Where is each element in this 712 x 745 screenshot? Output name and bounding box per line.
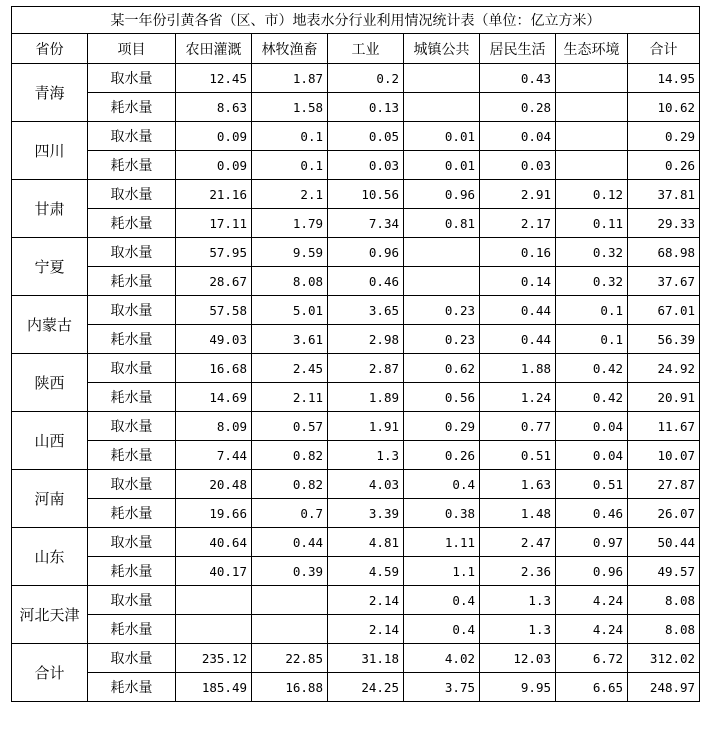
value-cell-ecological	[556, 93, 628, 122]
table-row	[12, 441, 700, 470]
value-cell-farmland-irrigation: 12.45	[176, 64, 252, 93]
value-cell-farmland-irrigation: 17.11	[176, 209, 252, 238]
value-cell-residential: 1.48	[480, 499, 556, 528]
province-cell: 甘肃	[12, 180, 88, 238]
value-cell-urban-public: 0.56	[404, 383, 480, 412]
value-cell-urban-public	[404, 93, 480, 122]
table-row	[12, 267, 700, 296]
value-cell-industry: 4.81	[328, 528, 404, 557]
item-cell: 取水量	[88, 180, 176, 209]
value-cell-industry: 31.18	[328, 644, 404, 673]
value-cell-residential: 2.17	[480, 209, 556, 238]
header-total: 合计	[628, 34, 700, 64]
value-cell-ecological: 0.32	[556, 267, 628, 296]
value-cell-urban-public: 0.4	[404, 586, 480, 615]
value-cell-farmland-irrigation: 0.09	[176, 151, 252, 180]
header-forestry-animal-fishery: 林牧渔畜	[252, 34, 328, 64]
item-cell: 取水量	[88, 586, 176, 615]
value-cell-forestry-animal-fishery: 2.1	[252, 180, 328, 209]
table-body	[12, 64, 700, 702]
table-row	[12, 93, 700, 122]
value-cell-industry: 4.59	[328, 557, 404, 586]
value-cell-total: 68.98	[628, 238, 700, 267]
value-cell-forestry-animal-fishery: 22.85	[252, 644, 328, 673]
value-cell-urban-public: 0.81	[404, 209, 480, 238]
value-cell-industry: 4.03	[328, 470, 404, 499]
value-cell-residential: 1.3	[480, 615, 556, 644]
table-row	[12, 673, 700, 702]
value-cell-total: 29.33	[628, 209, 700, 238]
value-cell-residential: 0.16	[480, 238, 556, 267]
table-row	[12, 151, 700, 180]
item-cell: 耗水量	[88, 209, 176, 238]
table-row	[12, 209, 700, 238]
value-cell-total: 11.67	[628, 412, 700, 441]
value-cell-forestry-animal-fishery: 9.59	[252, 238, 328, 267]
item-cell: 取水量	[88, 64, 176, 93]
value-cell-ecological: 0.04	[556, 441, 628, 470]
header-item: 项目	[88, 34, 176, 64]
value-cell-total: 20.91	[628, 383, 700, 412]
header-row	[12, 34, 700, 64]
value-cell-industry: 2.14	[328, 586, 404, 615]
item-cell: 耗水量	[88, 673, 176, 702]
value-cell-total: 26.07	[628, 499, 700, 528]
table-row	[12, 644, 700, 673]
province-cell: 山东	[12, 528, 88, 586]
value-cell-urban-public: 0.62	[404, 354, 480, 383]
table-row	[12, 354, 700, 383]
value-cell-forestry-animal-fishery: 3.61	[252, 325, 328, 354]
header-farmland-irrigation: 农田灌溉	[176, 34, 252, 64]
table-row	[12, 586, 700, 615]
value-cell-industry: 0.03	[328, 151, 404, 180]
province-cell: 山西	[12, 412, 88, 470]
value-cell-ecological: 0.32	[556, 238, 628, 267]
value-cell-ecological: 0.42	[556, 354, 628, 383]
value-cell-industry: 10.56	[328, 180, 404, 209]
value-cell-industry: 0.05	[328, 122, 404, 151]
table-title: 某一年份引黄各省（区、市）地表水分行业利用情况统计表（单位：亿立方米）	[12, 7, 700, 34]
value-cell-residential: 9.95	[480, 673, 556, 702]
value-cell-residential: 0.04	[480, 122, 556, 151]
value-cell-ecological	[556, 64, 628, 93]
value-cell-urban-public	[404, 64, 480, 93]
value-cell-industry: 0.96	[328, 238, 404, 267]
value-cell-total: 14.95	[628, 64, 700, 93]
value-cell-residential: 1.88	[480, 354, 556, 383]
value-cell-farmland-irrigation	[176, 586, 252, 615]
value-cell-farmland-irrigation: 185.49	[176, 673, 252, 702]
item-cell: 耗水量	[88, 267, 176, 296]
value-cell-urban-public	[404, 238, 480, 267]
header-residential: 居民生活	[480, 34, 556, 64]
province-cell: 河南	[12, 470, 88, 528]
value-cell-total: 10.62	[628, 93, 700, 122]
header-province: 省份	[12, 34, 88, 64]
value-cell-residential: 0.28	[480, 93, 556, 122]
value-cell-residential: 0.43	[480, 64, 556, 93]
table-row	[12, 238, 700, 267]
value-cell-industry: 1.3	[328, 441, 404, 470]
value-cell-farmland-irrigation: 40.17	[176, 557, 252, 586]
value-cell-urban-public: 1.1	[404, 557, 480, 586]
value-cell-farmland-irrigation: 40.64	[176, 528, 252, 557]
table-row	[12, 180, 700, 209]
value-cell-farmland-irrigation: 235.12	[176, 644, 252, 673]
value-cell-industry: 2.14	[328, 615, 404, 644]
value-cell-forestry-animal-fishery: 1.87	[252, 64, 328, 93]
item-cell: 耗水量	[88, 151, 176, 180]
header-urban-public: 城镇公共	[404, 34, 480, 64]
value-cell-ecological	[556, 122, 628, 151]
value-cell-residential: 0.14	[480, 267, 556, 296]
item-cell: 取水量	[88, 354, 176, 383]
value-cell-residential: 2.47	[480, 528, 556, 557]
value-cell-total: 0.26	[628, 151, 700, 180]
value-cell-ecological: 6.72	[556, 644, 628, 673]
item-cell: 取水量	[88, 528, 176, 557]
value-cell-industry: 2.98	[328, 325, 404, 354]
value-cell-forestry-animal-fishery: 0.57	[252, 412, 328, 441]
item-cell: 耗水量	[88, 615, 176, 644]
value-cell-total: 27.87	[628, 470, 700, 499]
value-cell-urban-public: 0.4	[404, 615, 480, 644]
value-cell-residential: 0.44	[480, 296, 556, 325]
value-cell-total: 0.29	[628, 122, 700, 151]
value-cell-ecological: 0.11	[556, 209, 628, 238]
item-cell: 耗水量	[88, 499, 176, 528]
value-cell-farmland-irrigation: 0.09	[176, 122, 252, 151]
value-cell-residential: 0.77	[480, 412, 556, 441]
value-cell-forestry-animal-fishery: 0.1	[252, 122, 328, 151]
value-cell-farmland-irrigation: 7.44	[176, 441, 252, 470]
table-row	[12, 470, 700, 499]
value-cell-total: 49.57	[628, 557, 700, 586]
statistics-table-container	[11, 6, 700, 702]
table-row	[12, 296, 700, 325]
value-cell-farmland-irrigation: 57.58	[176, 296, 252, 325]
value-cell-urban-public: 0.4	[404, 470, 480, 499]
value-cell-farmland-irrigation: 8.63	[176, 93, 252, 122]
province-cell: 宁夏	[12, 238, 88, 296]
table-row	[12, 557, 700, 586]
value-cell-residential: 0.44	[480, 325, 556, 354]
value-cell-forestry-animal-fishery: 5.01	[252, 296, 328, 325]
value-cell-total: 56.39	[628, 325, 700, 354]
value-cell-industry: 1.89	[328, 383, 404, 412]
value-cell-farmland-irrigation: 19.66	[176, 499, 252, 528]
value-cell-farmland-irrigation: 57.95	[176, 238, 252, 267]
table-row	[12, 412, 700, 441]
value-cell-forestry-animal-fishery: 1.79	[252, 209, 328, 238]
value-cell-residential: 0.51	[480, 441, 556, 470]
province-cell: 四川	[12, 122, 88, 180]
value-cell-farmland-irrigation: 8.09	[176, 412, 252, 441]
value-cell-residential: 2.36	[480, 557, 556, 586]
value-cell-total: 8.08	[628, 615, 700, 644]
value-cell-urban-public: 0.01	[404, 151, 480, 180]
value-cell-ecological: 0.96	[556, 557, 628, 586]
value-cell-urban-public: 0.23	[404, 296, 480, 325]
value-cell-forestry-animal-fishery: 0.44	[252, 528, 328, 557]
value-cell-farmland-irrigation: 49.03	[176, 325, 252, 354]
value-cell-industry: 2.87	[328, 354, 404, 383]
value-cell-total: 67.01	[628, 296, 700, 325]
value-cell-farmland-irrigation: 16.68	[176, 354, 252, 383]
table-row	[12, 122, 700, 151]
value-cell-total: 37.67	[628, 267, 700, 296]
value-cell-total: 312.02	[628, 644, 700, 673]
province-cell: 河北天津	[12, 586, 88, 644]
province-cell: 陕西	[12, 354, 88, 412]
value-cell-forestry-animal-fishery: 1.58	[252, 93, 328, 122]
value-cell-forestry-animal-fishery: 2.45	[252, 354, 328, 383]
province-cell: 合计	[12, 644, 88, 702]
value-cell-industry: 3.39	[328, 499, 404, 528]
value-cell-ecological: 0.51	[556, 470, 628, 499]
table-row	[12, 383, 700, 412]
value-cell-forestry-animal-fishery: 8.08	[252, 267, 328, 296]
header-ecological: 生态环境	[556, 34, 628, 64]
value-cell-urban-public: 1.11	[404, 528, 480, 557]
value-cell-total: 24.92	[628, 354, 700, 383]
table-row	[12, 325, 700, 354]
value-cell-ecological: 0.04	[556, 412, 628, 441]
value-cell-forestry-animal-fishery	[252, 586, 328, 615]
value-cell-industry: 0.13	[328, 93, 404, 122]
value-cell-urban-public: 0.01	[404, 122, 480, 151]
item-cell: 取水量	[88, 122, 176, 151]
value-cell-total: 50.44	[628, 528, 700, 557]
header-industry: 工业	[328, 34, 404, 64]
value-cell-industry: 0.2	[328, 64, 404, 93]
value-cell-total: 37.81	[628, 180, 700, 209]
value-cell-ecological: 0.1	[556, 296, 628, 325]
item-cell: 取水量	[88, 470, 176, 499]
value-cell-forestry-animal-fishery: 0.7	[252, 499, 328, 528]
table-row	[12, 64, 700, 93]
province-cell: 青海	[12, 64, 88, 122]
value-cell-ecological: 0.1	[556, 325, 628, 354]
value-cell-ecological: 4.24	[556, 586, 628, 615]
value-cell-industry: 7.34	[328, 209, 404, 238]
value-cell-residential: 0.03	[480, 151, 556, 180]
value-cell-residential: 2.91	[480, 180, 556, 209]
value-cell-industry: 0.46	[328, 267, 404, 296]
item-cell: 取水量	[88, 238, 176, 267]
value-cell-farmland-irrigation: 20.48	[176, 470, 252, 499]
item-cell: 耗水量	[88, 557, 176, 586]
item-cell: 耗水量	[88, 383, 176, 412]
table-row	[12, 528, 700, 557]
province-cell: 内蒙古	[12, 296, 88, 354]
value-cell-residential: 1.63	[480, 470, 556, 499]
value-cell-residential: 12.03	[480, 644, 556, 673]
item-cell: 耗水量	[88, 93, 176, 122]
value-cell-residential: 1.24	[480, 383, 556, 412]
value-cell-forestry-animal-fishery: 16.88	[252, 673, 328, 702]
value-cell-industry: 3.65	[328, 296, 404, 325]
value-cell-urban-public: 3.75	[404, 673, 480, 702]
item-cell: 耗水量	[88, 441, 176, 470]
value-cell-total: 10.07	[628, 441, 700, 470]
value-cell-total: 8.08	[628, 586, 700, 615]
value-cell-ecological	[556, 151, 628, 180]
item-cell: 取水量	[88, 412, 176, 441]
value-cell-forestry-animal-fishery: 2.11	[252, 383, 328, 412]
value-cell-industry: 1.91	[328, 412, 404, 441]
value-cell-farmland-irrigation	[176, 615, 252, 644]
value-cell-ecological: 0.46	[556, 499, 628, 528]
value-cell-ecological: 4.24	[556, 615, 628, 644]
value-cell-farmland-irrigation: 21.16	[176, 180, 252, 209]
value-cell-ecological: 0.42	[556, 383, 628, 412]
value-cell-forestry-animal-fishery	[252, 615, 328, 644]
value-cell-urban-public: 0.29	[404, 412, 480, 441]
value-cell-urban-public: 0.96	[404, 180, 480, 209]
table-row	[12, 615, 700, 644]
value-cell-urban-public: 0.38	[404, 499, 480, 528]
item-cell: 耗水量	[88, 325, 176, 354]
value-cell-urban-public: 0.26	[404, 441, 480, 470]
value-cell-forestry-animal-fishery: 0.82	[252, 441, 328, 470]
value-cell-forestry-animal-fishery: 0.82	[252, 470, 328, 499]
value-cell-residential: 1.3	[480, 586, 556, 615]
item-cell: 取水量	[88, 644, 176, 673]
item-cell: 取水量	[88, 296, 176, 325]
value-cell-forestry-animal-fishery: 0.1	[252, 151, 328, 180]
value-cell-ecological: 6.65	[556, 673, 628, 702]
table-row	[12, 499, 700, 528]
value-cell-farmland-irrigation: 28.67	[176, 267, 252, 296]
water-use-statistics-table	[11, 6, 700, 702]
value-cell-ecological: 0.97	[556, 528, 628, 557]
value-cell-forestry-animal-fishery: 0.39	[252, 557, 328, 586]
value-cell-ecological: 0.12	[556, 180, 628, 209]
value-cell-urban-public	[404, 267, 480, 296]
value-cell-total: 248.97	[628, 673, 700, 702]
value-cell-farmland-irrigation: 14.69	[176, 383, 252, 412]
value-cell-industry: 24.25	[328, 673, 404, 702]
value-cell-urban-public: 4.02	[404, 644, 480, 673]
value-cell-urban-public: 0.23	[404, 325, 480, 354]
